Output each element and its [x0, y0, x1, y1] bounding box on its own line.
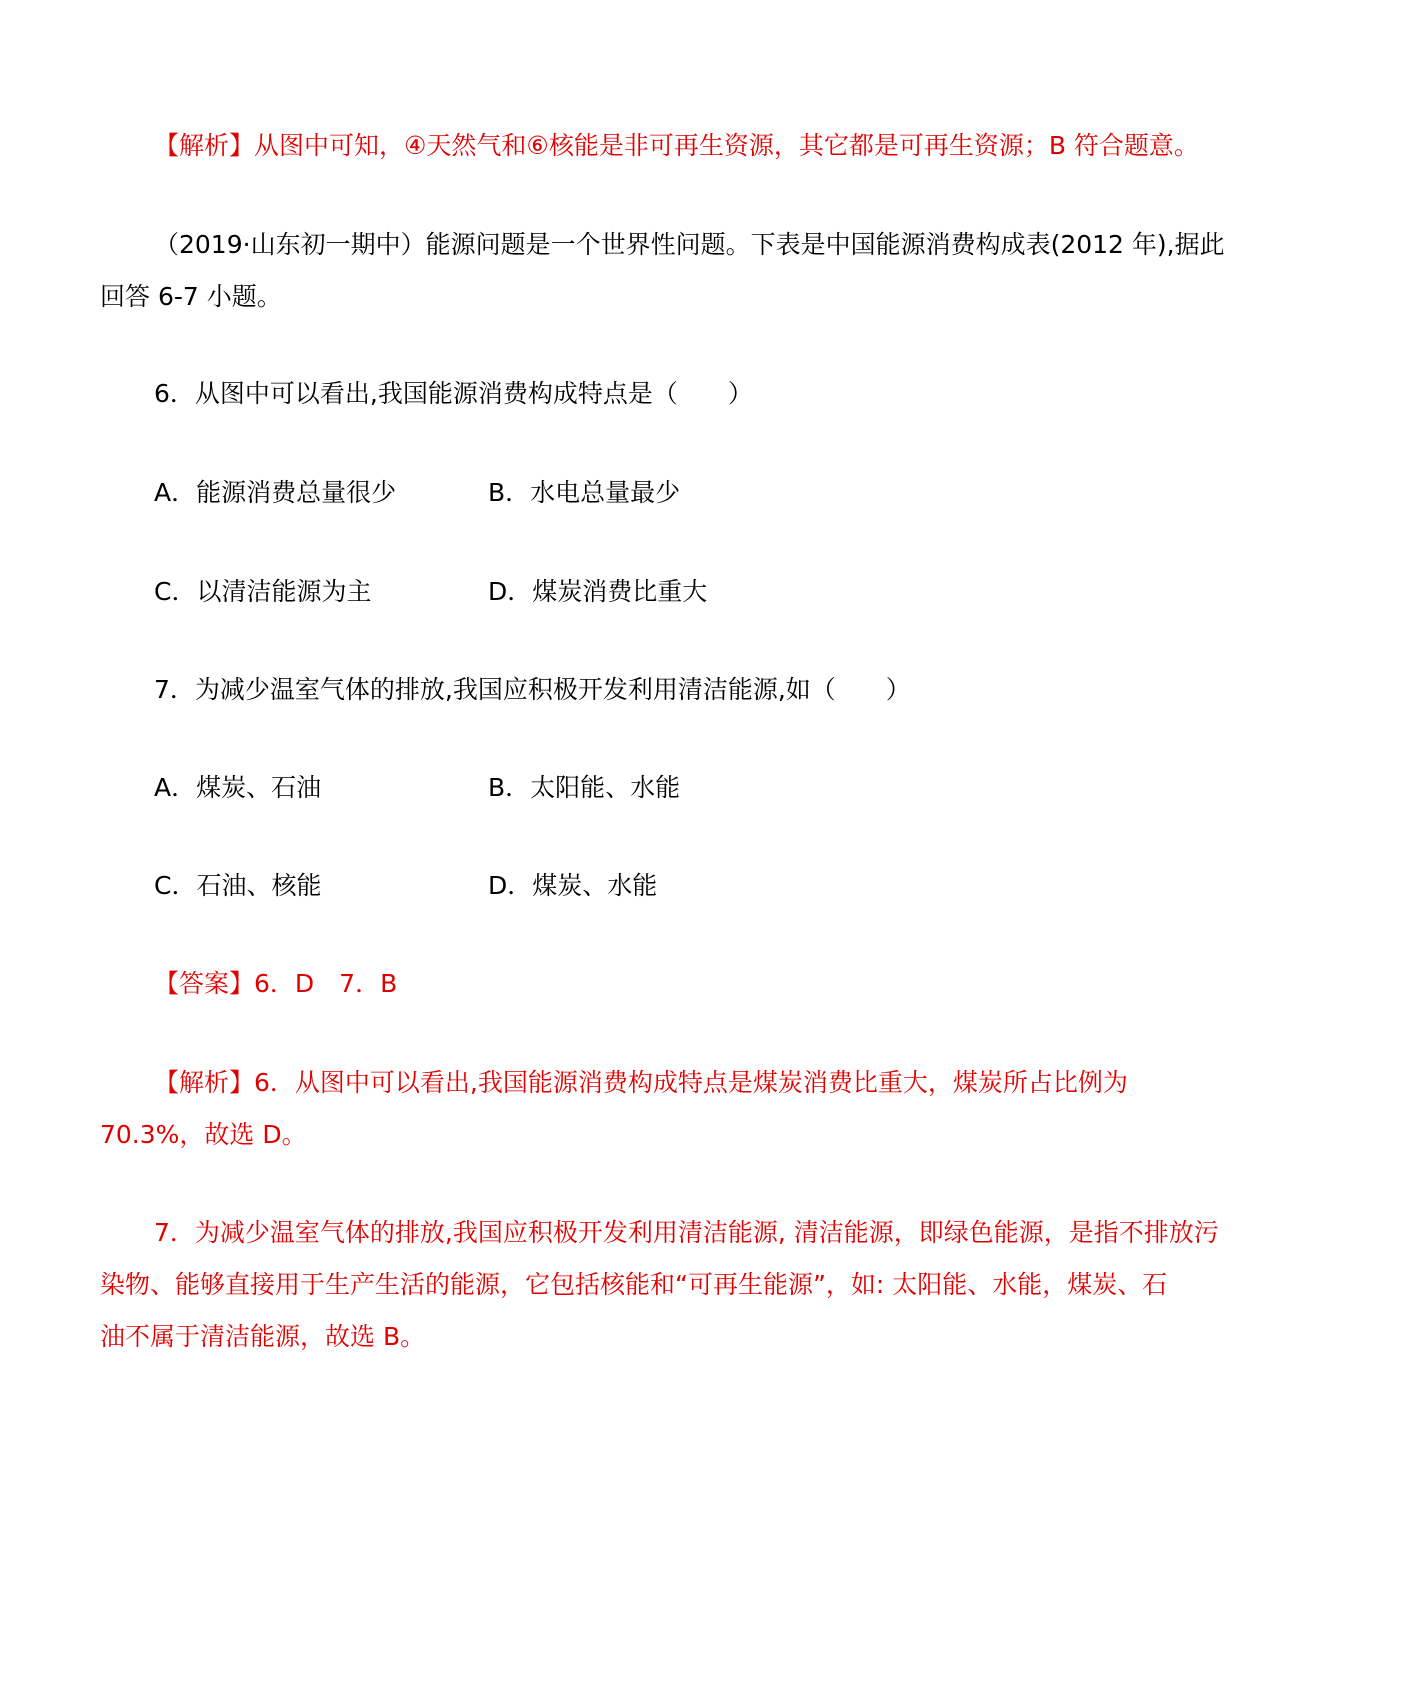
analysis-7-line-1: 7．为减少温室气体的排放,我国应积极开发利用清洁能源, 清洁能源，即绿色能源，是指不排放污 [154, 1218, 1219, 1247]
question-6-option-a: A．能源消费总量很少 [154, 478, 397, 507]
question-7-option-c: C．石油、核能 [154, 871, 322, 900]
question-7-option-b: B．太阳能、水能 [488, 773, 681, 802]
analysis-6-line-2: 70.3%，故选 D。 [100, 1120, 307, 1149]
question-6-option-b: B．水电总量最少 [488, 478, 681, 507]
question-7-option-a: A．煤炭、石油 [154, 773, 322, 802]
analysis-previous-question: 【解析】从图中可知，④天然气和⑥核能是非可再生资源，其它都是可再生资源；B 符合题意。 [154, 131, 1199, 160]
question-7-option-d: D．煤炭、水能 [488, 871, 658, 900]
analysis-7-line-3: 油不属于清洁能源，故选 B。 [100, 1322, 426, 1351]
question-6-option-d: D．煤炭消费比重大 [488, 577, 708, 606]
question-6-stem: 6．从图中可以看出,我国能源消费构成特点是（ ） [154, 379, 753, 408]
question-7-stem: 7．为减少温室气体的排放,我国应积极开发利用清洁能源,如（ ） [154, 675, 911, 704]
question-group-intro-line-1: （2019·山东初一期中）能源问题是一个世界性问题。下表是中国能源消费构成表(2012 年),据此 [154, 230, 1225, 259]
question-group-intro-line-2: 回答 6-7 小题。 [100, 282, 282, 311]
analysis-7-line-2: 染物、能够直接用于生产生活的能源，它包括核能和“可再生能源”，如: 太阳能、水能，煤炭、石 [100, 1270, 1168, 1299]
question-6-option-c: C．以清洁能源为主 [154, 577, 372, 606]
answer-line: 【答案】6．D 7．B [154, 969, 398, 998]
analysis-6-line-1: 【解析】6．从图中可以看出,我国能源消费构成特点是煤炭消费比重大，煤炭所占比例为 [154, 1068, 1128, 1097]
